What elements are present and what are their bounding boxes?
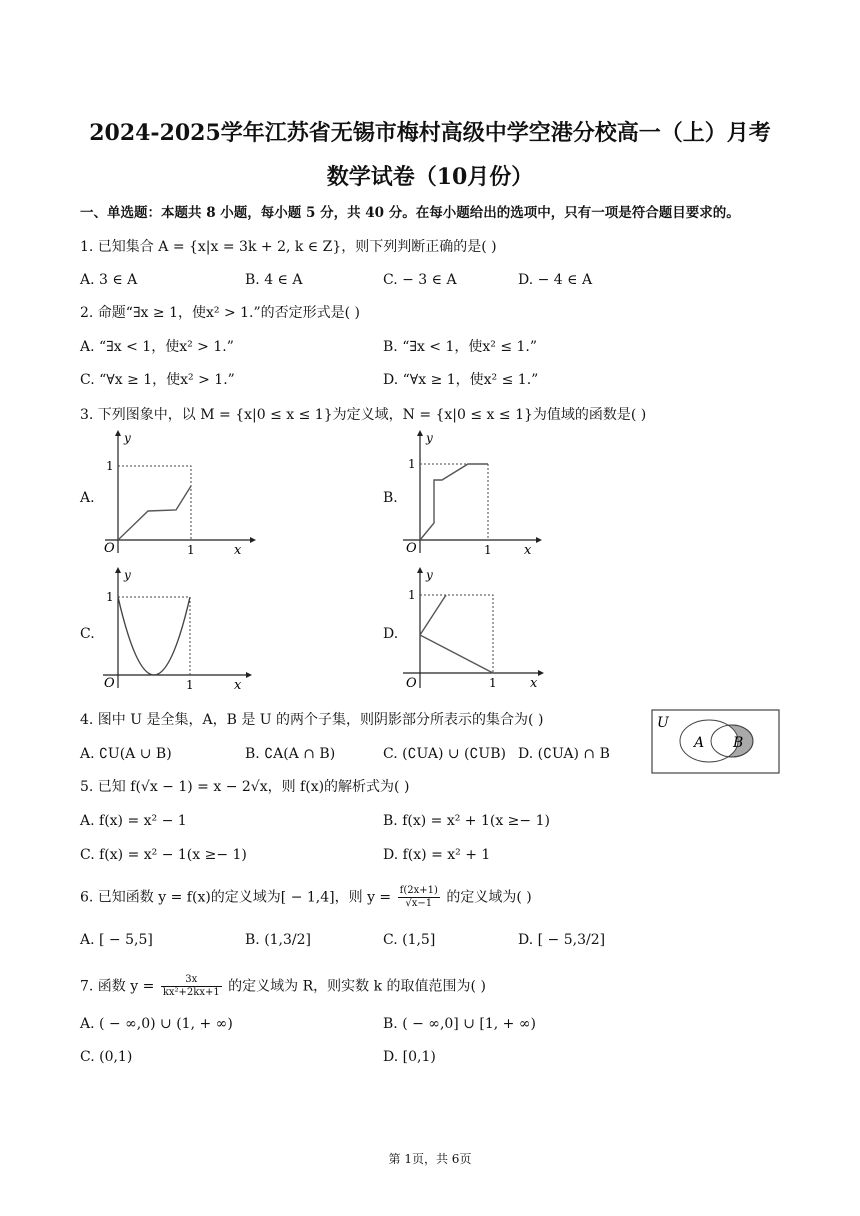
question-2-stem: 2. 命题“∃x ≥ 1，使x² > 1.”的否定形式是( ) bbox=[80, 305, 361, 321]
q7-fraction bbox=[161, 974, 222, 999]
x-one-label: 1 bbox=[489, 676, 497, 690]
q3-graph-a bbox=[100, 428, 260, 558]
x-axis-label: x bbox=[234, 678, 242, 693]
q2-option-c: C. “∀x ≥ 1，使x² > 1.” bbox=[80, 372, 235, 388]
y-axis-label: y bbox=[426, 568, 433, 582]
q2-option-b: B. “∃x < 1，使x² ≤ 1.” bbox=[383, 339, 538, 355]
q3-graph-b-label: B. bbox=[383, 490, 398, 506]
question-6-stem bbox=[80, 885, 532, 910]
q6-stem-pre: 6. 已知函数 y = f(x)的定义域为[ − 1,4]，则 y = bbox=[80, 889, 392, 906]
q6-option-c: C. (1,5] bbox=[383, 932, 436, 948]
y-one-label: 1 bbox=[408, 457, 416, 471]
q7-option-b: B. ( − ∞,0] ∪ [1, + ∞) bbox=[383, 1016, 536, 1032]
origin-label: O bbox=[104, 676, 115, 691]
q6-option-a: A. [ − 5,5] bbox=[80, 932, 153, 948]
x-one-label: 1 bbox=[187, 543, 195, 557]
q5-option-b: B. f(x) = x² + 1(x ≥− 1) bbox=[383, 813, 550, 829]
q7-frac-den: kx²+2kx+1 bbox=[162, 987, 220, 998]
question-7-stem bbox=[80, 974, 486, 999]
title-line-2: 数学试卷（10月份） bbox=[326, 164, 534, 190]
q2-option-d: D. “∀x ≥ 1，使x² ≤ 1.” bbox=[383, 372, 539, 388]
q6-option-d: D. [ − 5,3/2] bbox=[518, 932, 606, 948]
q3-graph-c-label: C. bbox=[80, 626, 95, 642]
q5-option-d: D. f(x) = x² + 1 bbox=[383, 847, 491, 863]
origin-label: O bbox=[406, 541, 417, 556]
page-footer: 第 1页，共 6页 bbox=[388, 1152, 472, 1166]
x-one-label: 1 bbox=[186, 678, 194, 692]
q4-option-d: D. (∁UA) ∩ B bbox=[518, 746, 610, 762]
q6-frac-num: f(2x+1) bbox=[399, 885, 438, 896]
q3-graph-a-label: A. bbox=[80, 490, 95, 506]
y-axis-label: y bbox=[124, 431, 131, 445]
q5-option-c: C. f(x) = x² − 1(x ≥− 1) bbox=[80, 847, 247, 863]
y-axis-label: y bbox=[124, 568, 131, 582]
q4-option-c: C. (∁UA) ∪ (∁UB) bbox=[383, 746, 506, 762]
y-axis-label: y bbox=[426, 431, 433, 445]
q3-graph-b bbox=[398, 428, 548, 558]
q1-option-b: B. 4 ∈ A bbox=[245, 272, 303, 288]
origin-label: O bbox=[104, 541, 115, 556]
q3-graph-c bbox=[98, 565, 258, 695]
x-one-label: 1 bbox=[484, 543, 492, 557]
q4-option-b: B. ∁A(A ∩ B) bbox=[245, 746, 336, 762]
question-1-stem: 1. 已知集合 A = {x|x = 3k + 2, k ∈ Z}，则下列判断正确的是( ) bbox=[80, 239, 497, 255]
q7-option-c: C. (0,1) bbox=[80, 1049, 133, 1065]
q1-option-d: D. − 4 ∈ A bbox=[518, 272, 593, 288]
y-one-label: 1 bbox=[408, 588, 416, 602]
question-3-stem: 3. 下列图象中，以 M = {x|0 ≤ x ≤ 1}为定义域，N = {x|0 ≤ x ≤ 1}为值域的函数是( ) bbox=[80, 407, 647, 423]
y-one-label: 1 bbox=[106, 459, 114, 473]
q1-option-c: C. − 3 ∈ A bbox=[383, 272, 457, 288]
q5-option-a: A. f(x) = x² − 1 bbox=[80, 813, 187, 829]
q3-graph-d-label: D. bbox=[383, 626, 399, 642]
q6-fraction bbox=[398, 885, 440, 910]
q6-stem-post: 的定义域为( ) bbox=[446, 889, 532, 906]
q7-option-a: A. ( − ∞,0) ∪ (1, + ∞) bbox=[80, 1016, 233, 1032]
q7-frac-num: 3x bbox=[161, 974, 222, 987]
origin-label: O bbox=[406, 676, 417, 691]
y-one-label: 1 bbox=[106, 590, 114, 604]
question-5-stem: 5. 已知 f(√x − 1) = x − 2√x，则 f(x)的解析式为( ) bbox=[80, 779, 410, 795]
x-axis-label: x bbox=[234, 543, 242, 558]
venn-a-label: A bbox=[694, 735, 705, 751]
title-line-1: 2024-2025学年江苏省无锡市梅村高级中学空港分校高一（上）月考 bbox=[89, 120, 771, 146]
q1-option-a: A. 3 ∈ A bbox=[80, 272, 138, 288]
question-4-stem: 4. 图中 U 是全集，A，B 是 U 的两个子集，则阴影部分所表示的集合为( ) bbox=[80, 712, 544, 728]
section-heading: 一、单选题：本题共 8 小题，每小题 5 分，共 40 分。在每小题给出的选项中，只有一项是符合题目要求的。 bbox=[80, 205, 740, 221]
q6-frac-den: √x−1 bbox=[405, 898, 433, 909]
x-axis-label: x bbox=[524, 543, 532, 558]
q2-option-a: A. “∃x < 1，使x² > 1.” bbox=[80, 339, 234, 355]
q7-stem-pre: 7. 函数 y = bbox=[80, 978, 155, 995]
venn-b-label: B bbox=[733, 735, 744, 751]
venn-diagram bbox=[651, 709, 781, 775]
q6-option-b: B. (1,3/2] bbox=[245, 932, 312, 948]
x-axis-label: x bbox=[530, 676, 538, 691]
q7-stem-post: 的定义域为 R，则实数 k 的取值范围为( ) bbox=[228, 978, 486, 995]
q3-graph-d bbox=[398, 565, 558, 695]
q4-option-a: A. ∁U(A ∪ B) bbox=[80, 746, 172, 762]
q7-option-d: D. [0,1) bbox=[383, 1049, 436, 1065]
venn-u-label: U bbox=[657, 715, 669, 731]
